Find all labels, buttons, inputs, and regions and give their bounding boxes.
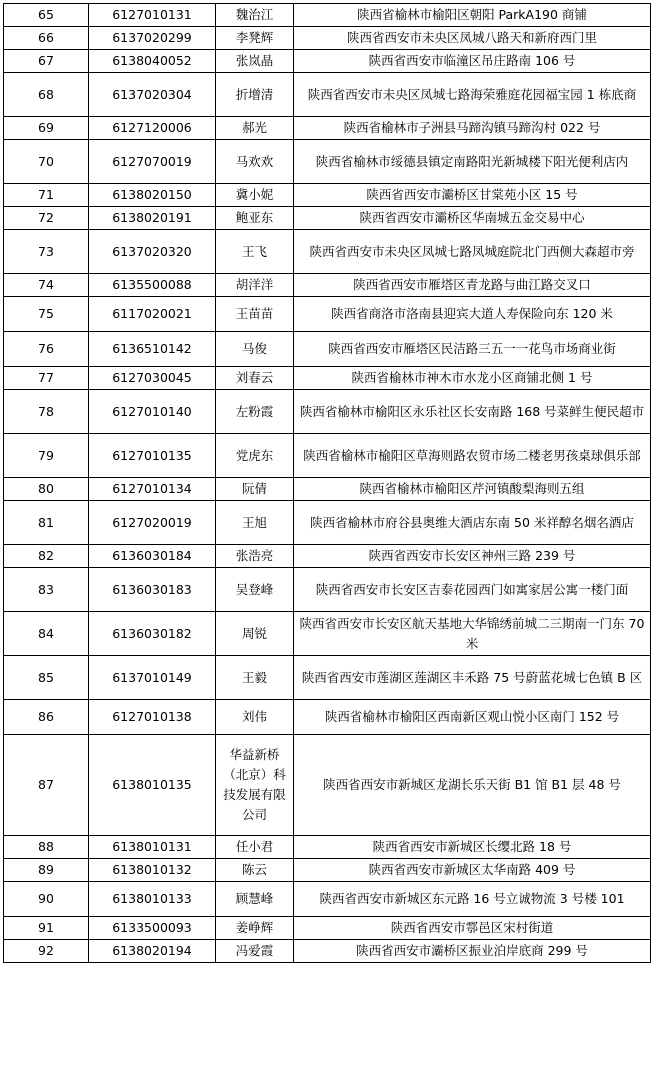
table-row <box>4 735 651 836</box>
store-code: 6138040052 <box>89 50 216 73</box>
store-code: 6127010140 <box>89 390 216 434</box>
row-number: 92 <box>4 940 89 963</box>
row-number: 74 <box>4 274 89 297</box>
owner-name: 王旭 <box>216 501 294 545</box>
row-number: 71 <box>4 184 89 207</box>
table-row <box>4 940 651 963</box>
store-code: 6137010149 <box>89 656 216 700</box>
store-address: 陕西省西安市莲湖区莲湖区丰禾路 75 号蔚蓝花城七色镇 B 区 <box>294 656 651 700</box>
owner-name: 王苗苗 <box>216 297 294 332</box>
store-address: 陕西省榆林市榆阳区西南新区观山悦小区南门 152 号 <box>294 700 651 735</box>
store-code: 6127010138 <box>89 700 216 735</box>
store-address: 陕西省西安市雁塔区民洁路三五一一花鸟市场商业街 <box>294 332 651 367</box>
owner-name: 马欢欢 <box>216 140 294 184</box>
store-code: 6127120006 <box>89 117 216 140</box>
row-number: 83 <box>4 568 89 612</box>
row-number: 85 <box>4 656 89 700</box>
owner-name: 刘春云 <box>216 367 294 390</box>
table-row <box>4 434 651 478</box>
store-address: 陕西省榆林市榆阳区芹河镇酸梨海则五组 <box>294 478 651 501</box>
table-row <box>4 568 651 612</box>
store-table <box>3 3 651 963</box>
store-code: 6117020021 <box>89 297 216 332</box>
row-number: 91 <box>4 917 89 940</box>
store-address: 陕西省榆林市神木市水龙小区商铺北侧 1 号 <box>294 367 651 390</box>
table-row <box>4 27 651 50</box>
store-code: 6127010134 <box>89 478 216 501</box>
store-table-body <box>4 4 651 963</box>
store-code: 6127010131 <box>89 4 216 27</box>
row-number: 65 <box>4 4 89 27</box>
store-address: 陕西省商洛市洛南县迎宾大道人寿保险向东 120 米 <box>294 297 651 332</box>
store-address: 陕西省西安市临潼区吊庄路南 106 号 <box>294 50 651 73</box>
owner-name: 刘伟 <box>216 700 294 735</box>
store-code: 6136030182 <box>89 612 216 656</box>
table-row <box>4 882 651 917</box>
row-number: 70 <box>4 140 89 184</box>
table-row <box>4 917 651 940</box>
owner-name: 李凳辉 <box>216 27 294 50</box>
store-code: 6138020194 <box>89 940 216 963</box>
store-address: 陕西省西安市灞桥区华南城五金交易中心 <box>294 207 651 230</box>
owner-name: 党虎东 <box>216 434 294 478</box>
owner-name: 陈云 <box>216 859 294 882</box>
row-number: 86 <box>4 700 89 735</box>
row-number: 87 <box>4 735 89 836</box>
row-number: 80 <box>4 478 89 501</box>
store-code: 6137020320 <box>89 230 216 274</box>
owner-name: 张岚晶 <box>216 50 294 73</box>
store-code: 6138010133 <box>89 882 216 917</box>
owner-name: 周锐 <box>216 612 294 656</box>
owner-name: 左粉霞 <box>216 390 294 434</box>
table-row <box>4 501 651 545</box>
owner-name: 王毅 <box>216 656 294 700</box>
store-code: 6136030183 <box>89 568 216 612</box>
store-code: 6138010132 <box>89 859 216 882</box>
table-row <box>4 367 651 390</box>
store-address: 陕西省西安市灞桥区甘棠苑小区 15 号 <box>294 184 651 207</box>
owner-name: 张浩亮 <box>216 545 294 568</box>
store-code: 6138020191 <box>89 207 216 230</box>
table-row <box>4 207 651 230</box>
store-code: 6127010135 <box>89 434 216 478</box>
table-row <box>4 50 651 73</box>
table-row <box>4 4 651 27</box>
store-code: 6133500093 <box>89 917 216 940</box>
store-address: 陕西省西安市长安区神州三路 239 号 <box>294 545 651 568</box>
row-number: 84 <box>4 612 89 656</box>
store-address: 陕西省西安市未央区凤城七路海荣雅庭花园福宝园 1 栋底商 <box>294 73 651 117</box>
table-row <box>4 700 651 735</box>
owner-name: 阮倩 <box>216 478 294 501</box>
row-number: 89 <box>4 859 89 882</box>
owner-name: 姜峥辉 <box>216 917 294 940</box>
table-row <box>4 230 651 274</box>
owner-name: 冯爱霞 <box>216 940 294 963</box>
store-code: 6136510142 <box>89 332 216 367</box>
row-number: 90 <box>4 882 89 917</box>
owner-name: 王飞 <box>216 230 294 274</box>
row-number: 72 <box>4 207 89 230</box>
owner-name: 折增清 <box>216 73 294 117</box>
store-code: 6137020304 <box>89 73 216 117</box>
store-address: 陕西省西安市新城区长缨北路 18 号 <box>294 836 651 859</box>
store-address: 陕西省西安市雁塔区青龙路与曲江路交叉口 <box>294 274 651 297</box>
store-address: 陕西省西安市新城区太华南路 409 号 <box>294 859 651 882</box>
store-address: 陕西省西安市长安区吉泰花园西门如寓家居公寓一楼门面 <box>294 568 651 612</box>
owner-name: 郝光 <box>216 117 294 140</box>
row-number: 73 <box>4 230 89 274</box>
store-code: 6135500088 <box>89 274 216 297</box>
store-code: 6137020299 <box>89 27 216 50</box>
owner-name: 冀小妮 <box>216 184 294 207</box>
store-address: 陕西省西安市鄠邑区宋村街道 <box>294 917 651 940</box>
store-code: 6127070019 <box>89 140 216 184</box>
store-code: 6138020150 <box>89 184 216 207</box>
row-number: 88 <box>4 836 89 859</box>
store-code: 6136030184 <box>89 545 216 568</box>
store-address: 陕西省榆林市子洲县马蹄沟镇马蹄沟村 022 号 <box>294 117 651 140</box>
row-number: 69 <box>4 117 89 140</box>
owner-name: 马俊 <box>216 332 294 367</box>
store-address: 陕西省西安市长安区航天基地大华锦绣前城二三期南一门东 70 米 <box>294 612 651 656</box>
row-number: 81 <box>4 501 89 545</box>
row-number: 82 <box>4 545 89 568</box>
table-row <box>4 545 651 568</box>
store-code: 6138010131 <box>89 836 216 859</box>
row-number: 78 <box>4 390 89 434</box>
table-row <box>4 184 651 207</box>
table-row <box>4 836 651 859</box>
store-address: 陕西省榆林市榆阳区草海则路农贸市场二楼老男孩桌球俱乐部 <box>294 434 651 478</box>
table-row <box>4 73 651 117</box>
store-address: 陕西省西安市新城区东元路 16 号立诚物流 3 号楼 101 <box>294 882 651 917</box>
table-row <box>4 332 651 367</box>
table-row <box>4 656 651 700</box>
table-row <box>4 612 651 656</box>
owner-name: 任小君 <box>216 836 294 859</box>
store-address: 陕西省西安市未央区凤城八路天和新府西门里 <box>294 27 651 50</box>
store-address: 陕西省榆林市府谷县奥维大酒店东南 50 米祥醇名烟名酒店 <box>294 501 651 545</box>
store-code: 6127020019 <box>89 501 216 545</box>
table-row <box>4 859 651 882</box>
store-code: 6127030045 <box>89 367 216 390</box>
store-address: 陕西省榆林市绥德县镇定南路阳光新城楼下阳光便利店内 <box>294 140 651 184</box>
row-number: 79 <box>4 434 89 478</box>
row-number: 75 <box>4 297 89 332</box>
store-address: 陕西省榆林市榆阳区永乐社区长安南路 168 号菜鲜生便民超市 <box>294 390 651 434</box>
store-address: 陕西省榆林市榆阳区朝阳 ParkA190 商铺 <box>294 4 651 27</box>
row-number: 66 <box>4 27 89 50</box>
row-number: 76 <box>4 332 89 367</box>
owner-name: 吴登峰 <box>216 568 294 612</box>
store-address: 陕西省西安市未央区凤城七路凤城庭院北门西侧大森超市旁 <box>294 230 651 274</box>
row-number: 68 <box>4 73 89 117</box>
store-address: 陕西省西安市灞桥区振业泊岸底商 299 号 <box>294 940 651 963</box>
owner-name: 鲍亚东 <box>216 207 294 230</box>
store-address: 陕西省西安市新城区龙湖长乐天街 B1 馆 B1 层 48 号 <box>294 735 651 836</box>
table-row <box>4 390 651 434</box>
table-row <box>4 297 651 332</box>
table-row <box>4 140 651 184</box>
row-number: 67 <box>4 50 89 73</box>
row-number: 77 <box>4 367 89 390</box>
owner-name: 华益新桥（北京）科技发展有限公司 <box>216 735 294 836</box>
owner-name: 魏治江 <box>216 4 294 27</box>
table-row <box>4 274 651 297</box>
owner-name: 胡洋洋 <box>216 274 294 297</box>
store-code: 6138010135 <box>89 735 216 836</box>
table-row <box>4 478 651 501</box>
owner-name: 顾慧峰 <box>216 882 294 917</box>
table-row <box>4 117 651 140</box>
